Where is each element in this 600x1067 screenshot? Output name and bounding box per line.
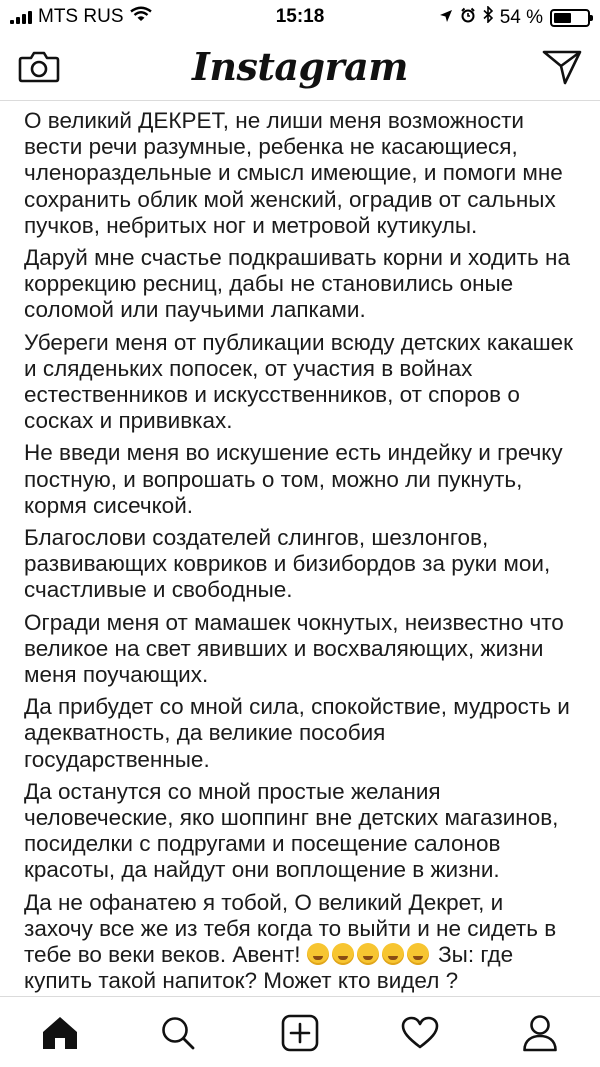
emoji-row [307,942,438,967]
battery-icon [550,9,590,27]
bluetooth-icon [483,6,493,29]
rofl-emoji [382,943,404,965]
battery-fill [554,13,571,23]
bottom-tab-bar [0,996,600,1067]
caption-ps-text: Зы: где купить такой напиток? Может кто видел ? [24,942,514,994]
alarm-icon [460,7,476,29]
new-post-icon[interactable] [280,1013,320,1053]
rofl-emoji [357,943,379,965]
crazy-face-emoji [307,943,329,965]
caption-paragraph-last [24,890,576,995]
carrier-name: MTS RUS [38,6,124,27]
profile-icon[interactable] [520,1013,560,1053]
clock: 15:18 [275,6,325,27]
caption-paragraph: Огради меня от мамашек чокнутых, неизвестно что великое на свет явивших и восхваляющих, жизни меня поучающих. [24,609,564,688]
caption-paragraphs [24,108,576,884]
status-right [439,6,590,29]
caption-paragraph: Да останутся со мной простые желания человеческие, яко шоппинг вне детских магазинов, посиделки с подругами и посещение салонов красоты, да найдут они воплощение в жизни. [24,778,559,883]
caption-last-text: Да не офанатею я тобой, О великий Декрет, и захочу все же из тебя когда то выйти и не сидеть в тебе во веки веков. Авент! [24,889,557,968]
search-icon[interactable] [158,1013,198,1053]
activity-heart-icon[interactable] [400,1013,440,1053]
caption-paragraph: Благослови создателей слингов, шезлонгов, развивающих ковриков и бизибордов за руки мои, счастливые и свободные. [24,525,551,603]
caption-paragraph: Даруй мне счастье подкрашивать корни и ходить на коррекцию ресниц, дабы не становились оные соломой или паучьими лапками. [24,245,570,323]
post-caption [24,108,576,996]
rofl-emoji [332,943,354,965]
caption-paragraph: О великий ДЕКРЕТ, не лиши меня возможности вести речи разумные, ребенка не касающиеся, членораздельные и смысл имеющие, и помоги мне сохранить облик мой женский, оградив от сальных пучков, небритых ног и метровой кутикулы. [24,108,563,238]
rofl-emoji [407,943,429,965]
caption-paragraph: Да прибудет со мной сила, спокойствие, мудрость и адекватность, да великие пособия государственные. [24,694,570,772]
caption-paragraph: Убереги меня от публикации всюду детских какашек и сляденьких попосек, от участия в войнах естественников и искусственников, от споров о сосках и прививках. [24,329,573,434]
instagram-logo: Instagram [192,44,408,89]
direct-send-icon[interactable] [542,49,582,90]
top-navigation-bar [0,34,600,101]
home-icon[interactable] [40,1013,80,1053]
location-arrow-icon [439,7,453,29]
status-bar [0,0,600,34]
battery-percent: 54 % [499,6,543,28]
caption-paragraph: Не введи меня во искушение есть индейку и гречку постную, и вопрошать о том, можно ли пукнуть, кормя сисечкой. [24,440,563,518]
